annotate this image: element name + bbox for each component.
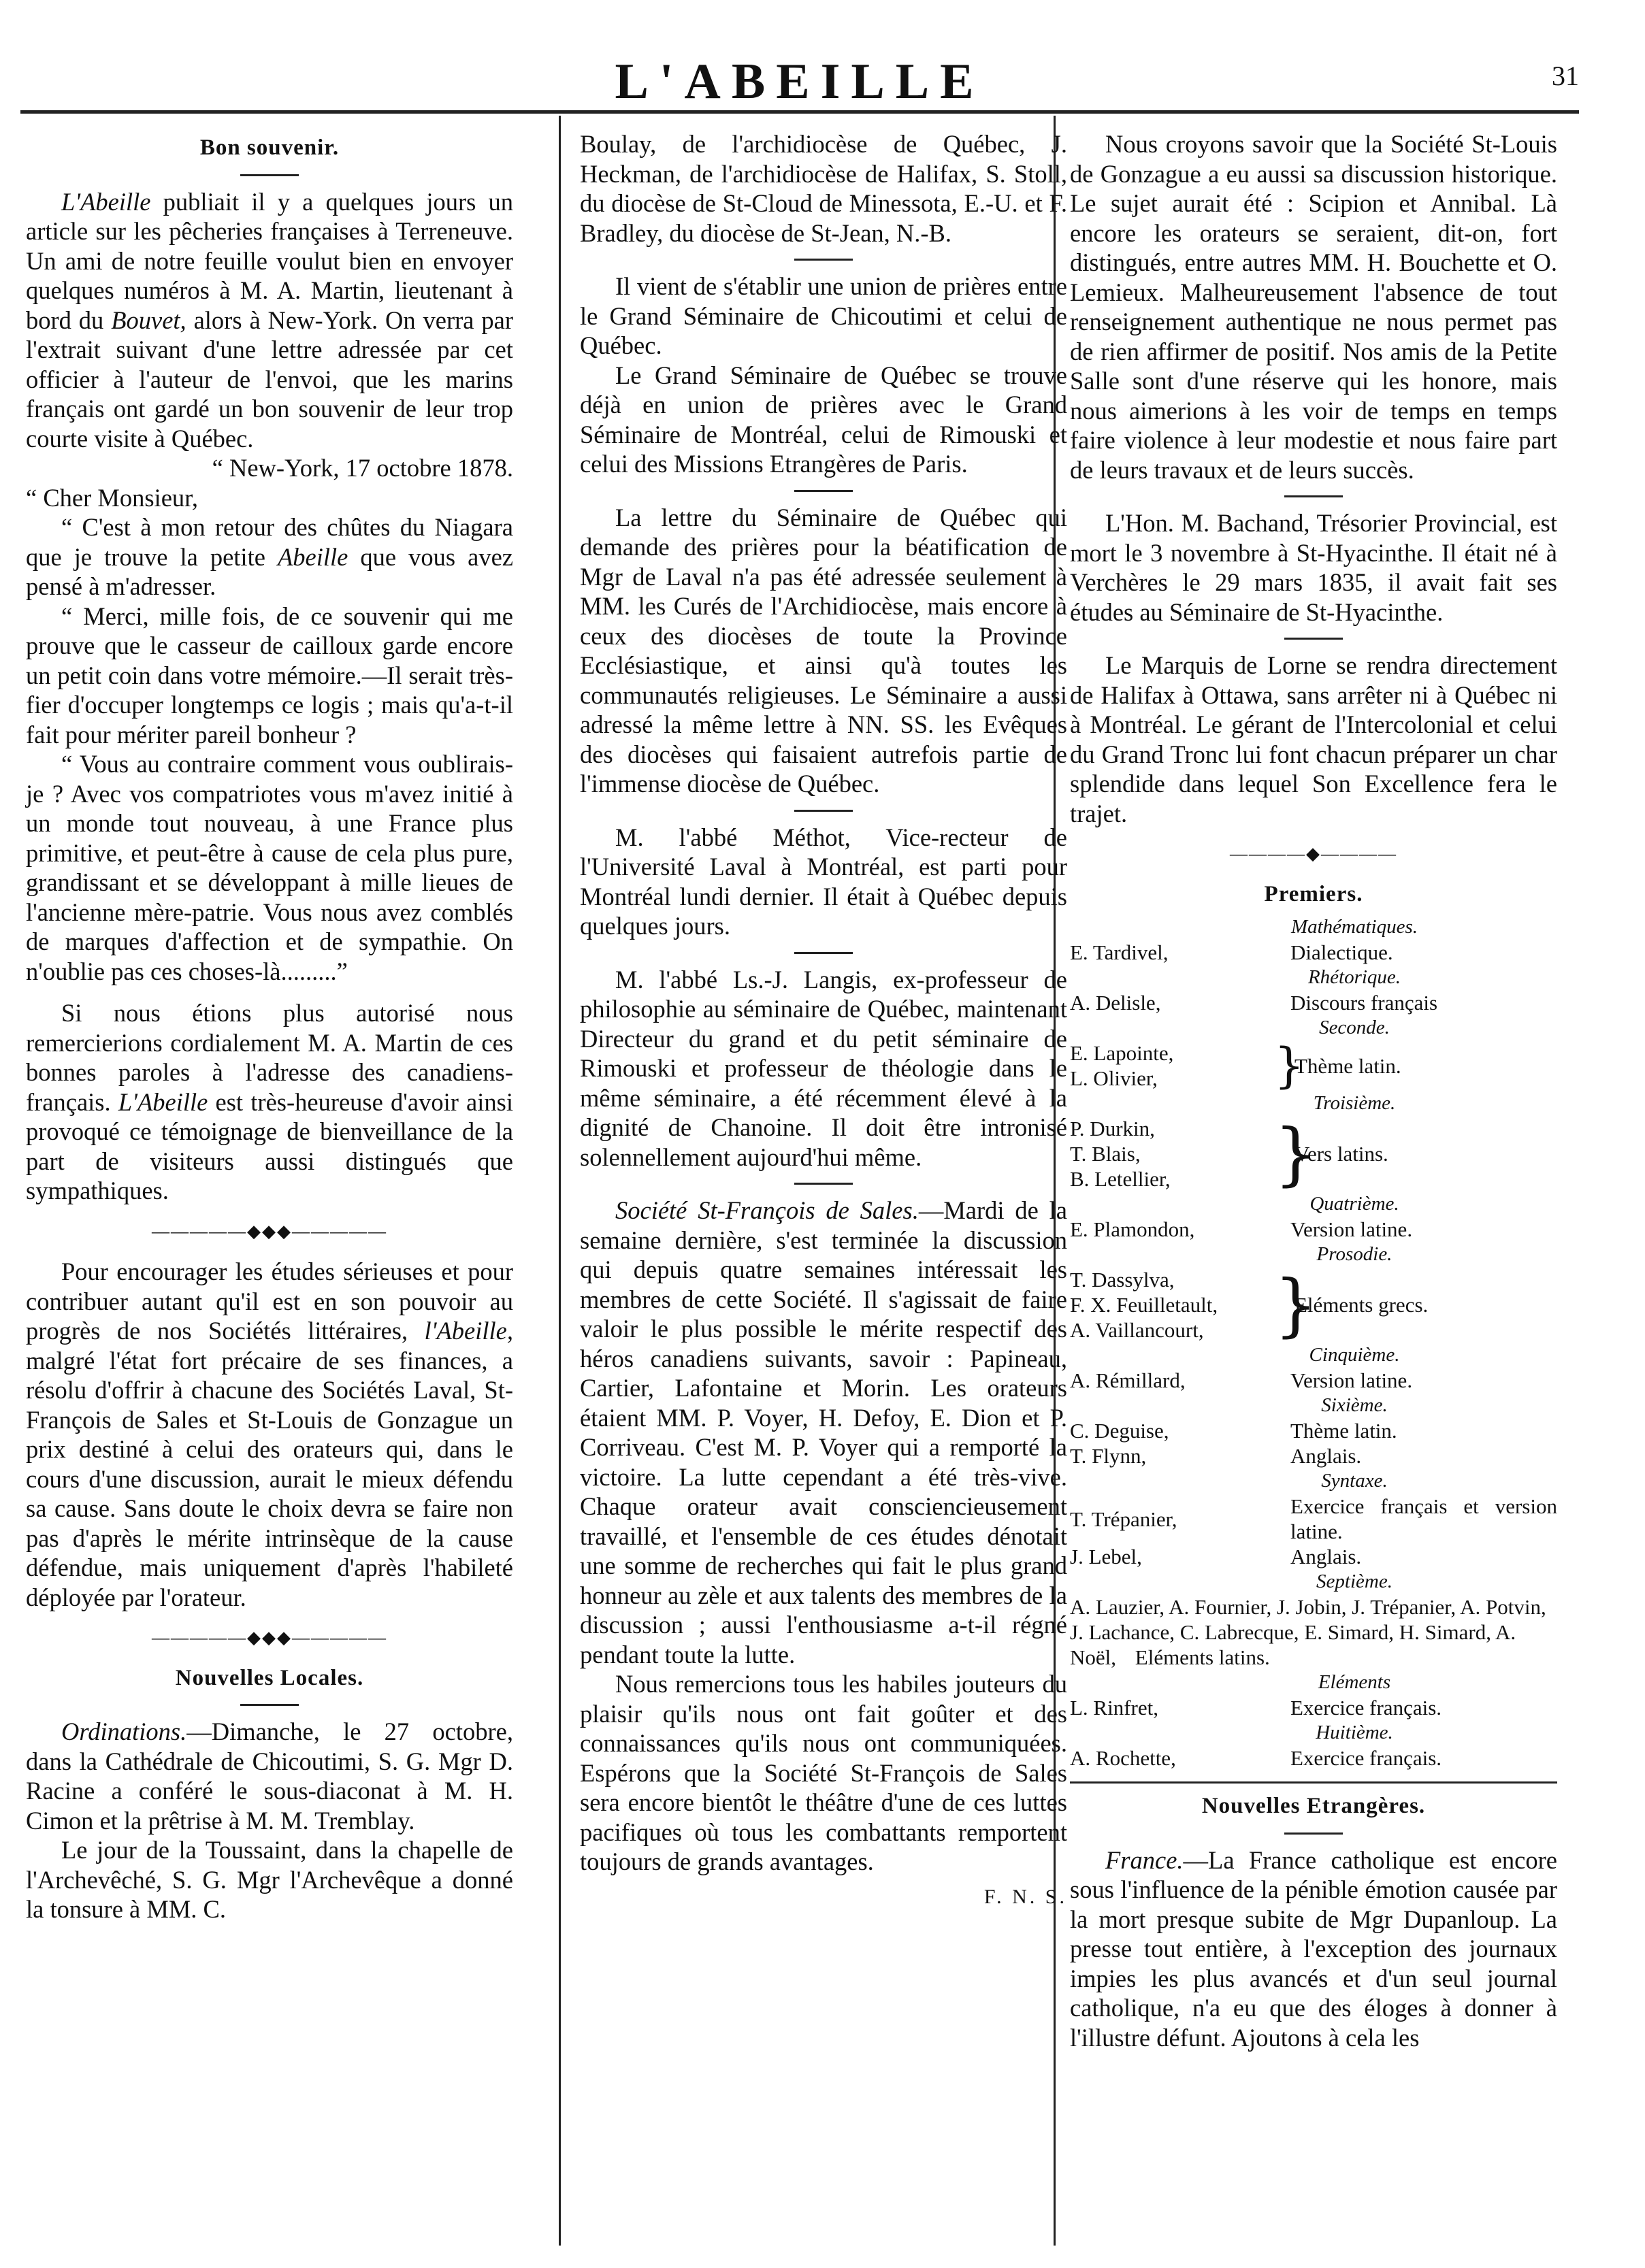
student-name: L. Rinfret, <box>1070 1696 1158 1720</box>
prize-entry <box>1070 1544 1557 1569</box>
prize-subject: Dialectique. <box>1290 940 1393 964</box>
italic-text: Bouvet, <box>111 306 186 334</box>
italic-text: l'Abeille, <box>424 1317 513 1345</box>
masthead <box>20 53 1579 114</box>
prize-subject: Exercice français. <box>1290 1746 1442 1770</box>
student-names: A. Lauzier, A. Fournier, J. Jobin, J. Trépanier, A. Potvin, J. Lachance, C. Labrecque, E. Simard, H. Simard, A. Noël, <box>1070 1595 1546 1669</box>
student-name: B. Letellier, <box>1070 1167 1171 1191</box>
student-name: T. Blais, <box>1070 1142 1141 1166</box>
italic-text: L'Abeille <box>61 187 151 216</box>
prize-subject: Exercice français. <box>1290 1696 1442 1720</box>
student-name: J. Lebel, <box>1070 1545 1142 1568</box>
paragraph <box>580 1196 1067 1669</box>
prize-entry <box>1070 940 1557 965</box>
brace-glyph: } <box>1274 1113 1318 1194</box>
column-rule <box>559 116 561 2246</box>
text: —Mardi de la semaine dernière, s'est terminée la discussion qui depuis quatre semaines intéressait les membres de cette Société. Il s'agissait de faire valoir le plus possible le mérite respectif des héros canadiens suivants, savoir : Papineau, Cartier, Lafontaine et Morin. Les orateurs étaient MM. P. Voyer, H. Defoy, E. Dion et P. Corriveau. C'est M. P. Voyer qui a remporté la victoire. La lutte cependant a été très-vive. Chaque orateur avait consciencieusement travaillé, et l'ensemble de ces études dénotait une somme de recherches qui fait le plus grand honneur au zèle et aux talents des membres de la discussion ; aussi l'enthousiasme a-t-il régné pendant toute la lutte. <box>580 1196 1067 1669</box>
prize-entry <box>1070 1443 1557 1468</box>
paragraph <box>26 1717 513 1835</box>
column-3 <box>1070 129 1557 2052</box>
prize-entry <box>1070 1217 1557 1242</box>
prize-category: Seconde. <box>1319 1017 1390 1038</box>
prize-subject: Anglais. <box>1290 1444 1362 1468</box>
paragraph: Le Grand Séminaire de Québec se trouve déjà en union de prières avec le Grand Séminaire de Montréal, celui de Rimouski et celui des Missions Etrangères de Paris. <box>580 361 1067 478</box>
prize-category: Troisième. <box>1313 1092 1396 1114</box>
student-name: C. Deguise, <box>1070 1419 1169 1443</box>
paragraph: Nous croyons savoir que la Société St-Louis de Gonzague a eu aussi sa discussion historique. Le sujet aurait été : Scipion et Annibal. Là encore les orateurs se seraient, dit-on, fort distingués, entre autres MM. H. Bouchette et O. Lemieux. Malheureusement l'absence de tout renseignement authentique ne nous permet pas de rien affirmer de positif. Nos amis de la Petite Salle sont d'une réserve qui les honore, mais nous aimerions à les voir de temps en temps faire violence à leur modestie et nous faire part de leurs travaux et de leurs succès. <box>1070 130 1557 484</box>
section-heading: Bon souvenir. <box>199 135 340 160</box>
paragraph: Nous remercions tous les habiles jouteurs du plaisir qu'ils nous ont fait goûter et des connaissances qu'ils nous ont communiquées. Espérons que la Société St-François de Sales sera encore bientôt le théâtre d'une de ces luttes pacifiques où tous les combattants remportent toujours de grands avantages. <box>580 1670 1067 1875</box>
signature: F. N. S. <box>983 1885 1067 1908</box>
student-name: L. Olivier, <box>1070 1066 1158 1090</box>
prize-subject: Discours français <box>1290 991 1438 1015</box>
italic-text: L'Abeille <box>118 1087 208 1116</box>
paragraph: M. l'abbé Ls.-J. Langis, ex-professeur de philosophie au séminaire de Québec, maintenant Directeur du grand et du petit séminaire de Rimouski et professeur de théologie dans le même séminaire, a été récemment élevé à la dignité de Chanoine. Il doit être intronisé solennellement aujourd'hui même. <box>580 965 1067 1171</box>
separator <box>1070 1781 1557 1784</box>
section-heading: Premiers. <box>1264 881 1363 906</box>
page-number: 31 <box>1552 61 1579 91</box>
student-name: T. Flynn, <box>1070 1444 1147 1468</box>
paragraph <box>1070 1845 1557 2053</box>
separator <box>240 174 299 176</box>
prize-category: Mathématiques. <box>1290 916 1418 938</box>
ornament-separator: ―――――◆◆◆――――― <box>152 1221 387 1241</box>
prize-subject: Eléments latins. <box>1135 1645 1270 1669</box>
prize-category: Syntaxe. <box>1321 1470 1388 1492</box>
text: publiait il y a quelques jours un article sur les pêcheries françaises à Terreneuve. Un ami de notre feuille voulut bien en envoyer quelques numéros à M. A. Martin, lieutenant à bord du <box>26 187 513 334</box>
prize-category: Septième. <box>1316 1571 1392 1592</box>
paragraph <box>26 998 513 1206</box>
separator <box>1284 1833 1343 1835</box>
student-name: T. Dassylva, <box>1070 1268 1175 1292</box>
separator <box>1284 638 1343 640</box>
student-names <box>1070 1267 1274 1343</box>
student-name: E. Plamondon, <box>1070 1217 1195 1241</box>
paragraph <box>26 1257 513 1612</box>
separator <box>794 1183 853 1185</box>
section-heading: Nouvelles Locales. <box>175 1665 364 1690</box>
text: est très-heureuse d'avoir ainsi provoqué ce témoignage de bienveillance de la part de visiteurs aussi distingués que sympathiques. <box>26 1087 513 1204</box>
text: Si nous étions plus autorisé nous remercierions cordialement M. A. Martin de ces bonnes paroles à l'adresse des canadiens-français. <box>26 999 513 1116</box>
text: “ C'est à mon retour des chûtes du Niagara que je trouve la petite <box>26 513 513 571</box>
prize-subject: Exercice français et version latine. <box>1290 1494 1557 1543</box>
prize-category: Huitième. <box>1316 1722 1393 1743</box>
newspaper-title: L'ABEILLE <box>615 54 985 110</box>
prize-entry <box>1070 1494 1557 1544</box>
paragraph: “ Vous au contraire comment vous oublirais-je ? Avec vos compatriotes vous m'avez initié à un monde tout nouveau, à une France plus primitive, et peut-être à cause de cela plus pure, grandissant et se développant à mille lieues de l'ancienne mère-patrie. Vous nous avez comblés de marques d'affection et de sympathie. On n'oublie pas ces choses-là.........” <box>26 750 513 985</box>
prize-entry <box>1070 1745 1557 1771</box>
section-heading: Nouvelles Etrangères. <box>1201 1794 1426 1818</box>
letter-salutation: “ Cher Monsieur, <box>26 483 198 512</box>
prize-category: Prosodie. <box>1316 1243 1392 1265</box>
prize-subject: Vers latins. <box>1294 1142 1388 1166</box>
ornament-separator: ―――――◆◆◆――――― <box>152 1628 387 1647</box>
paragraph: Le jour de la Toussaint, dans la chapelle de l'Archevêché, S. G. Mgr l'Archevêque a donné la tonsure à MM. C. <box>26 1836 513 1923</box>
prize-entry <box>1070 1368 1557 1393</box>
prize-entry <box>1070 1038 1557 1094</box>
text: Pour encourager les études sérieuses et pour contribuer autant qu'il est en son pouvoir au progrès de nos Sociétés littéraires, <box>26 1258 513 1345</box>
paragraph: Boulay, de l'archidiocèse de Québec, J. Heckman, de l'archidiocèse de Halifax, S. Stoll, du diocèse de St-Cloud de Minessota, E.-U. et F. Bradley, du diocèse de St-Jean, N.-B. <box>580 130 1067 247</box>
prize-category: Rhétorique. <box>1307 966 1401 988</box>
student-name: A. Rochette, <box>1070 1746 1176 1770</box>
separator <box>240 1704 299 1706</box>
column-2 <box>580 129 1067 1911</box>
italic-text: Ordinations. <box>61 1718 187 1745</box>
paragraph: Le Marquis de Lorne se rendra directement de Halifax à Ottawa, sans arrêter ni à Québec ni à Montréal. Le gérant de l'Intercolonial et celui du Grand Tronc lui font chacun préparer un char splendide dans lequel Son Excellence fera le trajet. <box>1070 651 1557 827</box>
italic-text: Société St-François de Sales. <box>615 1196 919 1224</box>
prize-entry <box>1070 1264 1557 1345</box>
prize-list <box>1070 915 1557 1771</box>
prize-entry <box>1070 990 1557 1015</box>
student-names <box>1070 1040 1274 1091</box>
paragraph <box>26 512 513 602</box>
prize-entry <box>1070 1113 1557 1194</box>
masthead-rule <box>20 110 1579 114</box>
prize-entry <box>1070 1418 1557 1443</box>
prize-entry <box>1070 1695 1557 1720</box>
paragraph: La lettre du Séminaire de Québec qui demande des prières pour la béatification de Mgr de Laval n'a pas été adressée seulement à MM. les Curés de l'Archidiocèse, mais encore à ceux des diocèses de toute la Province Ecclésiastique, et ainsi qu'à toutes les communautés religieuses. Le Séminaire a aussi adressé la même lettre à NN. SS. les Evêques des diocèses qui faisaient autrefois partie de l'immense diocèse de Québec. <box>580 503 1067 798</box>
paragraph: Il vient de s'établir une union de prières entre le Grand Séminaire de Chicoutimi et celui de Québec. <box>580 272 1067 359</box>
brace-glyph: } <box>1274 1264 1318 1345</box>
prize-category: Cinquième. <box>1309 1344 1400 1366</box>
separator <box>794 259 853 261</box>
text: que vous avez pensé à m'adresser. <box>26 542 514 600</box>
prize-subject: Eléments grecs. <box>1294 1293 1429 1317</box>
paragraph: M. l'abbé Méthot, Vice-recteur de l'Université Laval à Montréal, est parti pour Montréal lundi dernier. Il était à Québec depuis quelques jours. <box>580 823 1067 940</box>
student-name: E. Lapointe, <box>1070 1041 1174 1065</box>
prize-category: Eléments <box>1318 1671 1391 1693</box>
student-name: A. Delisle, <box>1070 991 1161 1015</box>
text: —Dimanche, le 27 octobre, dans la Cathédrale de Chicoutimi, S. G. Mgr D. Racine a conféré le sous-diaconat à M. H. Cimon et la prêtrise à M. M. Tremblay. <box>26 1718 513 1835</box>
prize-subject: Version latine. <box>1290 1368 1413 1392</box>
student-name: T. Trépanier, <box>1070 1507 1177 1531</box>
column-1 <box>26 129 513 1924</box>
text: malgré l'état fort précaire de ses finances, a résolu d'offrir à chacune des Sociétés Laval, St-François de Sales et St-Louis de Gonzague un prix destiné à celui des orateurs qui, dans le cours d'une discussion, aurait le mieux défendu sa cause. Sans doute le choix devra se faire non pas d'après le mérite intrinsèque de la cause défendue, mais uniquement d'après l'habileté déployée par l'orateur. <box>26 1346 513 1611</box>
italic-text: Abeille <box>277 542 348 571</box>
student-names <box>1070 1116 1274 1191</box>
prize-subject: Thème latin. <box>1290 1419 1397 1443</box>
separator <box>794 810 853 812</box>
paragraph: “ Merci, mille fois, de ce souvenir qui me prouve que le casseur de cailloux garde encore un petit coin dans votre mémoire.—Il serait très-fier d'occuper longtemps ce logis ; mais qu'a-t-il fait pour mériter pareil bonheur ? <box>26 602 513 749</box>
ornament-separator: ――――◆―――― <box>1230 844 1397 864</box>
text: alors à New-York. On verra par l'extrait suivant d'une lettre adressée par cet officier à l'auteur de l'envoi, que les marins français ont gardé un bon souvenir de leur trop courte visite à Québec. <box>26 306 513 453</box>
prize-entry <box>1070 1594 1557 1670</box>
prize-subject: Anglais. <box>1290 1545 1362 1568</box>
paragraph <box>26 187 513 454</box>
student-name: F. X. Feuilletault, <box>1070 1293 1218 1317</box>
text: —La France catholique est encore sous l'influence de la pénible émotion causée par la mort presque subite de Mgr Dupanloup. La presse tout entière, à l'exception des journaux impies les plus avancés et d'un seul journal catholique, n'a eu que des éloges à donner à l'illustre défunt. Ajoutons à cela les <box>1070 1845 1557 2052</box>
paragraph: L'Hon. M. Bachand, Trésorier Provincial, est mort le 3 novembre à St-Hyacinthe. Il était né à Verchères le 29 mars 1835, il avait fait ses études au Séminaire de St-Hyacinthe. <box>1070 509 1557 626</box>
italic-text: France. <box>1105 1845 1184 1874</box>
letter-date: “ New-York, 17 octobre 1878. <box>212 454 513 482</box>
separator <box>1284 495 1343 497</box>
student-name: A. Vaillancourt, <box>1070 1318 1204 1342</box>
prize-category: Quatrième. <box>1309 1193 1399 1215</box>
separator <box>794 490 853 492</box>
separator <box>794 952 853 954</box>
student-name: A. Rémillard, <box>1070 1368 1186 1392</box>
student-name: E. Tardivel, <box>1070 940 1169 964</box>
prize-category: Sixième. <box>1321 1394 1388 1416</box>
student-name: P. Durkin, <box>1070 1117 1155 1140</box>
prize-subject: Thème latin. <box>1294 1053 1401 1078</box>
brace-glyph: } <box>1274 1038 1305 1094</box>
prize-subject: Version latine. <box>1290 1217 1413 1241</box>
